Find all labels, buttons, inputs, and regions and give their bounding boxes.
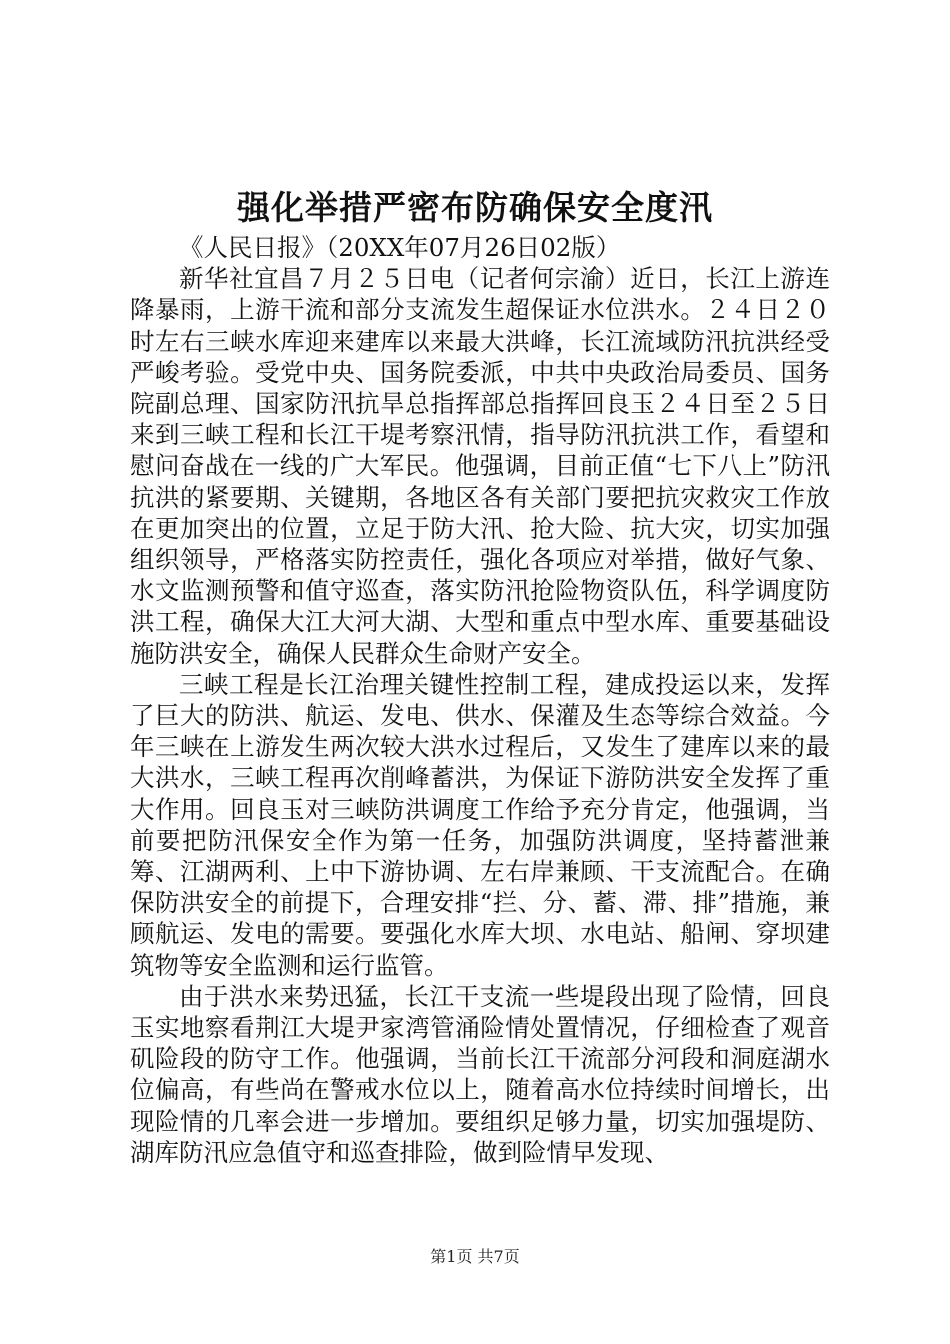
paragraph-3: 由于洪水来势迅猛，长江干支流一些堤段出现了险情，回良玉实地察看荆江大堤尹家湾管涌险情处置情况，仔细检查了观音矶险段的防守工作。他强调，当前长江干流部分河段和洞庭湖水位偏高，有些尚在警戒水位以上，随着高水位持续时间增长，出现险情的几率会进一步增加。要组织足够力量，切实加强堤防、湖库防汛应急值守和巡查排险，做到险情早发现、 (130, 981, 830, 1167)
paragraph-2: 三峡工程是长江治理关键性控制工程，建成投运以来，发挥了巨大的防洪、航运、发电、供水、保灌及生态等综合效益。今年三峡在上游发生两次较大洪水过程后，又发生了建库以来的最大洪水，三峡工程再次削峰蓄洪，为保证下游防洪安全发挥了重大作用。回良玉对三峡防洪调度工作给予充分肯定，他强调，当前要把防汛保安全作为第一任务，加强防洪调度，坚持蓄泄兼筹、江湖两利、上中下游协调、左右岸兼顾、干支流配合。在确保防洪安全的前提下，合理安排“拦、分、蓄、滞、排”措施，兼顾航运、发电的需要。要强化水库大坝、水电站、船闸、穿坝建筑物等安全监测和运行监管。 (130, 669, 830, 980)
document-title: 强化举措严密布防确保安全度汛 (237, 188, 713, 227)
page-number-footer: 第1页 共7页 (430, 1247, 520, 1266)
document-body (130, 232, 830, 1168)
paragraph-1: 新华社宜昌７月２５日电（记者何宗渝）近日，长江上游连降暴雨，上游干流和部分支流发生超保证水位洪水。２４日２０时左右三峡水库迎来建库以来最大洪峰，长江流域防汛抗洪经受严峻考验。受党中央、国务院委派，中共中央政治局委员、国务院副总理、国家防汛抗旱总指挥部总指挥回良玉２４日至２５日来到三峡工程和长江干堤考察汛情，指导防汛抗洪工作，看望和慰问奋战在一线的广大军民。他强调，目前正值“七下八上”防汛抗洪的紧要期、关键期，各地区各有关部门要把抗灾救灾工作放在更加突出的位置，立足于防大汛、抢大险、抗大灾，切实加强组织领导，严格落实防控责任，强化各项应对举措，做好气象、水文监测预警和值守巡查，落实防汛抢险物资队伍，科学调度防洪工程，确保大江大河大湖、大型和重点中型水库、重要基础设施防洪安全，确保人民群众生命财产安全。 (130, 264, 830, 668)
source-line: 《人民日报》（20XX年07月26日02版） (179, 233, 621, 262)
